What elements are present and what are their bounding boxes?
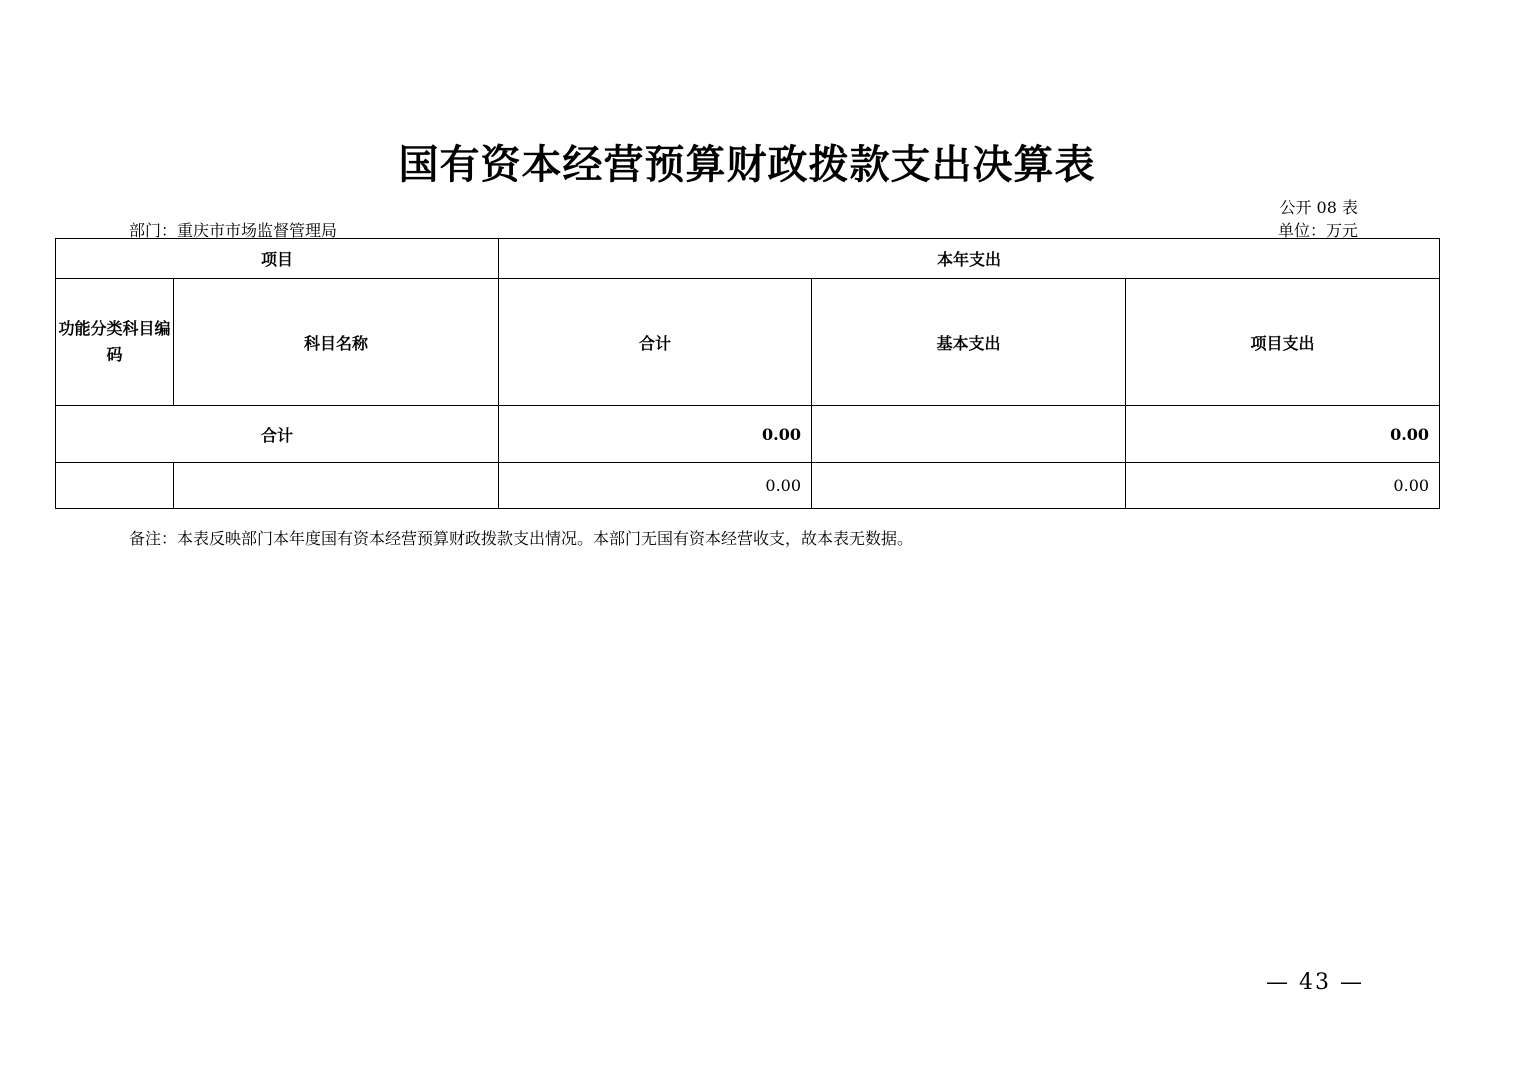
table-row: [56, 463, 1440, 509]
header-subject-name: 科目名称: [174, 279, 499, 406]
row-project: 0.00: [1126, 463, 1440, 509]
row-total: 0.00: [499, 463, 812, 509]
page-number: — 43 —: [1266, 970, 1364, 995]
total-row-basic: [812, 406, 1126, 463]
row-basic: [812, 463, 1126, 509]
total-row-label: 合计: [56, 406, 499, 463]
header-item: 项目: [56, 239, 499, 279]
header-function-code: 功能分类科目编码: [56, 279, 174, 406]
page-title: 国有资本经营预算财政拨款支出决算表: [398, 141, 1096, 188]
unit-label: 单位：万元: [1277, 221, 1358, 240]
department-label: 部门：重庆市市场监督管理局: [129, 221, 338, 240]
total-row: [56, 406, 1440, 463]
header-total: 合计: [499, 279, 812, 406]
table-number: 公开 08 表: [1279, 198, 1358, 217]
expense-table: [55, 238, 1440, 509]
header-project-expense: 项目支出: [1126, 279, 1440, 406]
row-code: [56, 463, 174, 509]
footnote: 备注：本表反映部门本年度国有资本经营预算财政拨款支出情况。本部门无国有资本经营收支，故本表无数据。: [129, 529, 914, 548]
total-row-total: 0.00: [499, 406, 812, 463]
header-basic-expense: 基本支出: [812, 279, 1126, 406]
row-name: [174, 463, 499, 509]
header-row-1: [56, 239, 1440, 279]
total-row-project: 0.00: [1126, 406, 1440, 463]
header-current-year-expense: 本年支出: [499, 239, 1440, 279]
header-row-2: [56, 279, 1440, 406]
